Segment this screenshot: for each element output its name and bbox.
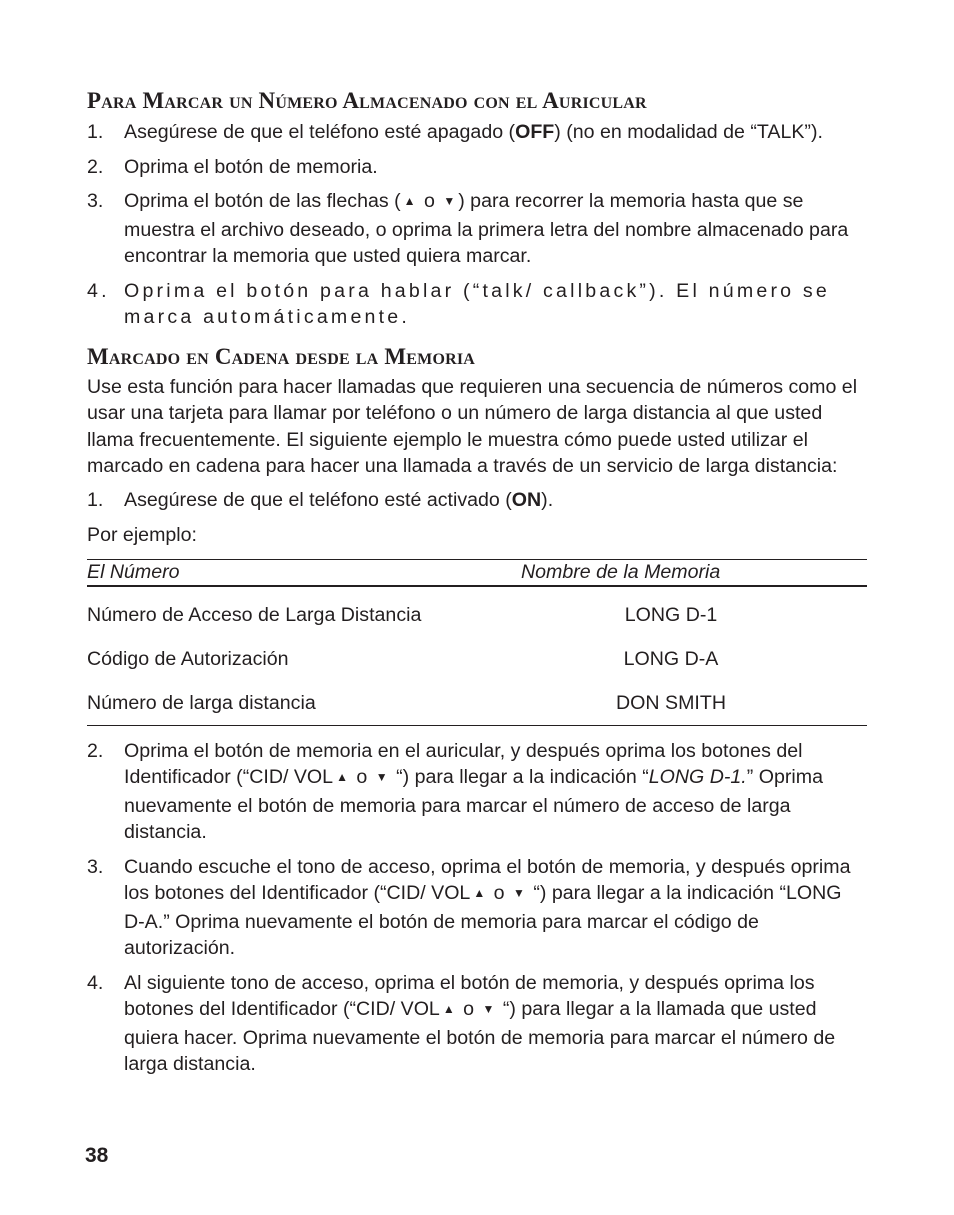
- steps-list-marcar: [87, 119, 867, 331]
- steps-list-cadena-2: [87, 738, 867, 1078]
- arrow-up-icon: ▲: [403, 194, 416, 208]
- page-content: [87, 88, 867, 1086]
- table-row: Número de Acceso de Larga Distancia LONG D-1: [87, 603, 718, 626]
- example-label: Por ejemplo:: [87, 524, 197, 546]
- step-number: 4.: [87, 279, 110, 302]
- step-number: 3.: [87, 190, 104, 212]
- long-d1-label: LONG D-1.: [648, 766, 747, 788]
- table-body: [87, 587, 867, 725]
- step-item: 1. Asegúrese de que el teléfono esté apagado (OFF) (no en modalidad de “TALK”).: [87, 119, 867, 146]
- step-number: 4.: [87, 971, 104, 994]
- step-item: 4. Al siguiente tono de acceso, oprima el botón de memoria, y después oprima los botones del Identificador (“CID/ VOL ▲ o ▼ “) para llegar a la llamada que usted quiera hacer. Oprima nuevamente el botón de memoria para marcar el número de larga distancia.: [87, 971, 836, 1075]
- memory-table: [87, 559, 867, 726]
- table-row: Código de Autorización LONG D-A: [87, 647, 719, 670]
- step-item: 2. Oprima el botón de memoria.: [87, 154, 867, 181]
- steps-list-cadena-1: [87, 487, 867, 514]
- off-label: OFF: [515, 121, 555, 143]
- header-nombre: Nombre de la Memoria: [521, 560, 721, 583]
- step-item: 2. Oprima el botón de memoria en el auricular, y después oprima los botones del Identificador (“CID/ VOL ▲ o ▼ “) para llegar a la indicación “LONG D-1.” Oprima nuevamente el botón de memoria para marcar el número de acceso de larga distancia.: [87, 739, 823, 843]
- intro-paragraph: Use esta función para hacer llamadas que requieren una secuencia de números como el usar una tarjeta para llamar por teléfono o un número de larga distancia al que usted llama frecuentemente. El siguiente ejemplo le muestra cómo puede usted utilizar el marcado en cadena para hacer una llamada a través de un servicio de larga distancia:: [87, 375, 858, 477]
- arrow-down-icon: ▼: [513, 886, 525, 900]
- section-heading-marcar: Para Marcar un Número Almacenado con el Auricular: [87, 88, 647, 113]
- step-number: 1.: [87, 121, 104, 143]
- step-item: 3. Cuando escuche el tono de acceso, oprima el botón de memoria, y después oprima los botones del Identificador (“CID/ VOL ▲ o ▼ “) para llegar a la indicación “LONG D-A.” Oprima nuevamente el botón de memoria para marcar el código de autorización.: [87, 855, 851, 959]
- arrow-down-icon: ▼: [375, 770, 388, 784]
- table-row: Número de larga distancia DON SMITH: [87, 691, 726, 714]
- step-number: 2.: [87, 739, 104, 762]
- step-item: 4. Oprima el botón para hablar (“talk/ callback”). El número se marca automáticamente.: [87, 279, 831, 328]
- step-item: 1. Asegúrese de que el teléfono esté activado (ON).: [87, 487, 867, 514]
- arrow-down-icon: ▼: [443, 194, 456, 208]
- arrow-down-icon: ▼: [482, 1002, 495, 1016]
- arrow-up-icon: ▲: [442, 1002, 455, 1016]
- step-number: 2.: [87, 155, 104, 178]
- on-label: ON: [511, 488, 542, 511]
- step-number: 3.: [87, 855, 104, 878]
- step-item: 3. Oprima el botón de las flechas ( ▲ o ▼ ) para recorrer la memoria hasta que se muestra el archivo deseado, o oprima la primera letra del nombre almacenado para encontrar la memoria que usted quiera marcar.: [87, 190, 849, 267]
- section-heading-cadena: Marcado en Cadena desde la Memoria: [87, 343, 476, 369]
- header-numero: El Número: [87, 560, 180, 583]
- page-number: 38: [85, 1144, 109, 1167]
- arrow-up-icon: ▲: [473, 886, 486, 900]
- table-header: [87, 560, 867, 587]
- arrow-up-icon: ▲: [336, 770, 348, 784]
- step-number: 1.: [87, 488, 104, 511]
